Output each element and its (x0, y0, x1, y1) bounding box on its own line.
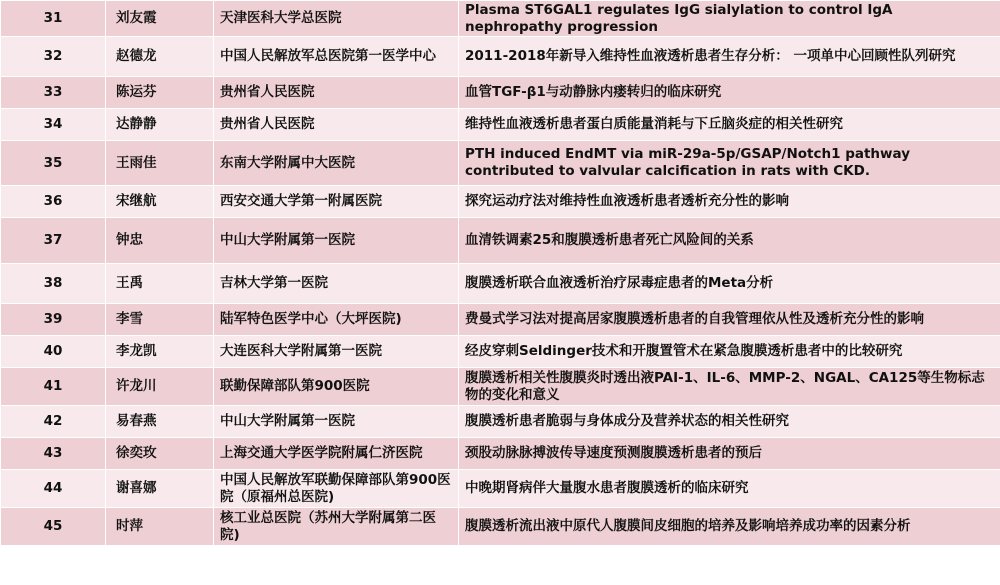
author-name: 李雪 (106, 304, 214, 336)
row-number: 31 (1, 1, 106, 37)
hospital-name: 中国人民解放军总医院第一医学中心 (214, 37, 459, 77)
table-row (1, 218, 1000, 264)
author-name: 赵德龙 (106, 37, 214, 77)
row-number: 36 (1, 186, 106, 218)
row-number: 39 (1, 304, 106, 336)
hospital-name: 联勤保障部队第900医院 (214, 368, 459, 406)
table-row (1, 508, 1000, 546)
paper-title: PTH induced EndMT via miR-29a-5p/GSAP/Notch1 pathway contributed to valvular calcification in rats with CKD. (459, 141, 1000, 186)
table-row (1, 1, 1000, 37)
author-name: 宋继航 (106, 186, 214, 218)
author-name: 李龙凯 (106, 336, 214, 368)
author-name: 谢喜娜 (106, 470, 214, 508)
paper-title: 腹膜透析患者脆弱与身体成分及营养状态的相关性研究 (459, 406, 1000, 438)
author-name: 许龙川 (106, 368, 214, 406)
table-row (1, 141, 1000, 186)
row-number: 43 (1, 438, 106, 470)
table-row (1, 264, 1000, 304)
author-name: 王雨佳 (106, 141, 214, 186)
paper-title: 腹膜透析联合血液透析治疗尿毒症患者的Meta分析 (459, 264, 1000, 304)
table-row (1, 336, 1000, 368)
row-number: 40 (1, 336, 106, 368)
table-row (1, 406, 1000, 438)
hospital-name: 东南大学附属中大医院 (214, 141, 459, 186)
paper-title: 2011-2018年新导入维持性血液透析患者生存分析： 一项单中心回顾性队列研究 (459, 37, 1000, 77)
paper-title: 颈股动脉脉搏波传导速度预测腹膜透析患者的预后 (459, 438, 1000, 470)
row-number: 45 (1, 508, 106, 546)
paper-title: 腹膜透析流出液中原代人腹膜间皮细胞的培养及影响培养成功率的因素分析 (459, 508, 1000, 546)
hospital-name: 天津医科大学总医院 (214, 1, 459, 37)
row-number: 35 (1, 141, 106, 186)
hospital-name: 陆军特色医学中心（大坪医院) (214, 304, 459, 336)
author-name: 刘友霞 (106, 1, 214, 37)
paper-title: 维持性血液透析患者蛋白质能量消耗与下丘脑炎症的相关性研究 (459, 109, 1000, 141)
hospital-name: 中山大学附属第一医院 (214, 218, 459, 264)
table-row (1, 470, 1000, 508)
table-row (1, 77, 1000, 109)
author-name: 陈运芬 (106, 77, 214, 109)
hospital-name: 中国人民解放军联勤保障部队第900医院（原福州总医院) (214, 470, 459, 508)
paper-title: 经皮穿刺Seldinger技术和开腹置管术在紧急腹膜透析患者中的比较研究 (459, 336, 1000, 368)
row-number: 41 (1, 368, 106, 406)
table-row (1, 368, 1000, 406)
row-number: 44 (1, 470, 106, 508)
table-row (1, 438, 1000, 470)
paper-title: 腹膜透析相关性腹膜炎时透出液PAI-1、IL-6、MMP-2、NGAL、CA125等生物标志物的变化和意义 (459, 368, 1000, 406)
author-name: 时萍 (106, 508, 214, 546)
author-name: 钟忠 (106, 218, 214, 264)
hospital-name: 西安交通大学第一附属医院 (214, 186, 459, 218)
hospital-name: 贵州省人民医院 (214, 77, 459, 109)
table-row (1, 304, 1000, 336)
row-number: 38 (1, 264, 106, 304)
author-name: 达静静 (106, 109, 214, 141)
author-name: 王禹 (106, 264, 214, 304)
row-number: 32 (1, 37, 106, 77)
table-row (1, 186, 1000, 218)
hospital-name: 吉林大学第一医院 (214, 264, 459, 304)
author-name: 徐奕玫 (106, 438, 214, 470)
row-number: 37 (1, 218, 106, 264)
row-number: 34 (1, 109, 106, 141)
hospital-name: 中山大学附属第一医院 (214, 406, 459, 438)
hospital-name: 上海交通大学医学院附属仁济医院 (214, 438, 459, 470)
table-row (1, 37, 1000, 77)
paper-title: 探究运动疗法对维持性血液透析患者透析充分性的影响 (459, 186, 1000, 218)
table-body (1, 1, 1000, 546)
paper-title: Plasma ST6GAL1 regulates IgG sialylation to control IgA nephropathy progression (459, 1, 1000, 37)
paper-title: 中晚期肾病伴大量腹水患者腹膜透析的临床研究 (459, 470, 1000, 508)
row-number: 33 (1, 77, 106, 109)
row-number: 42 (1, 406, 106, 438)
hospital-name: 核工业总医院（苏州大学附属第二医院) (214, 508, 459, 546)
paper-title: 血管TGF-β1与动静脉内瘘转归的临床研究 (459, 77, 1000, 109)
author-name: 易春燕 (106, 406, 214, 438)
table-row (1, 109, 1000, 141)
paper-title: 血清铁调素25和腹膜透析患者死亡风险间的关系 (459, 218, 1000, 264)
hospital-name: 大连医科大学附属第一医院 (214, 336, 459, 368)
hospital-name: 贵州省人民医院 (214, 109, 459, 141)
paper-title: 费曼式学习法对提高居家腹膜透析患者的自我管理依从性及透析充分性的影响 (459, 304, 1000, 336)
